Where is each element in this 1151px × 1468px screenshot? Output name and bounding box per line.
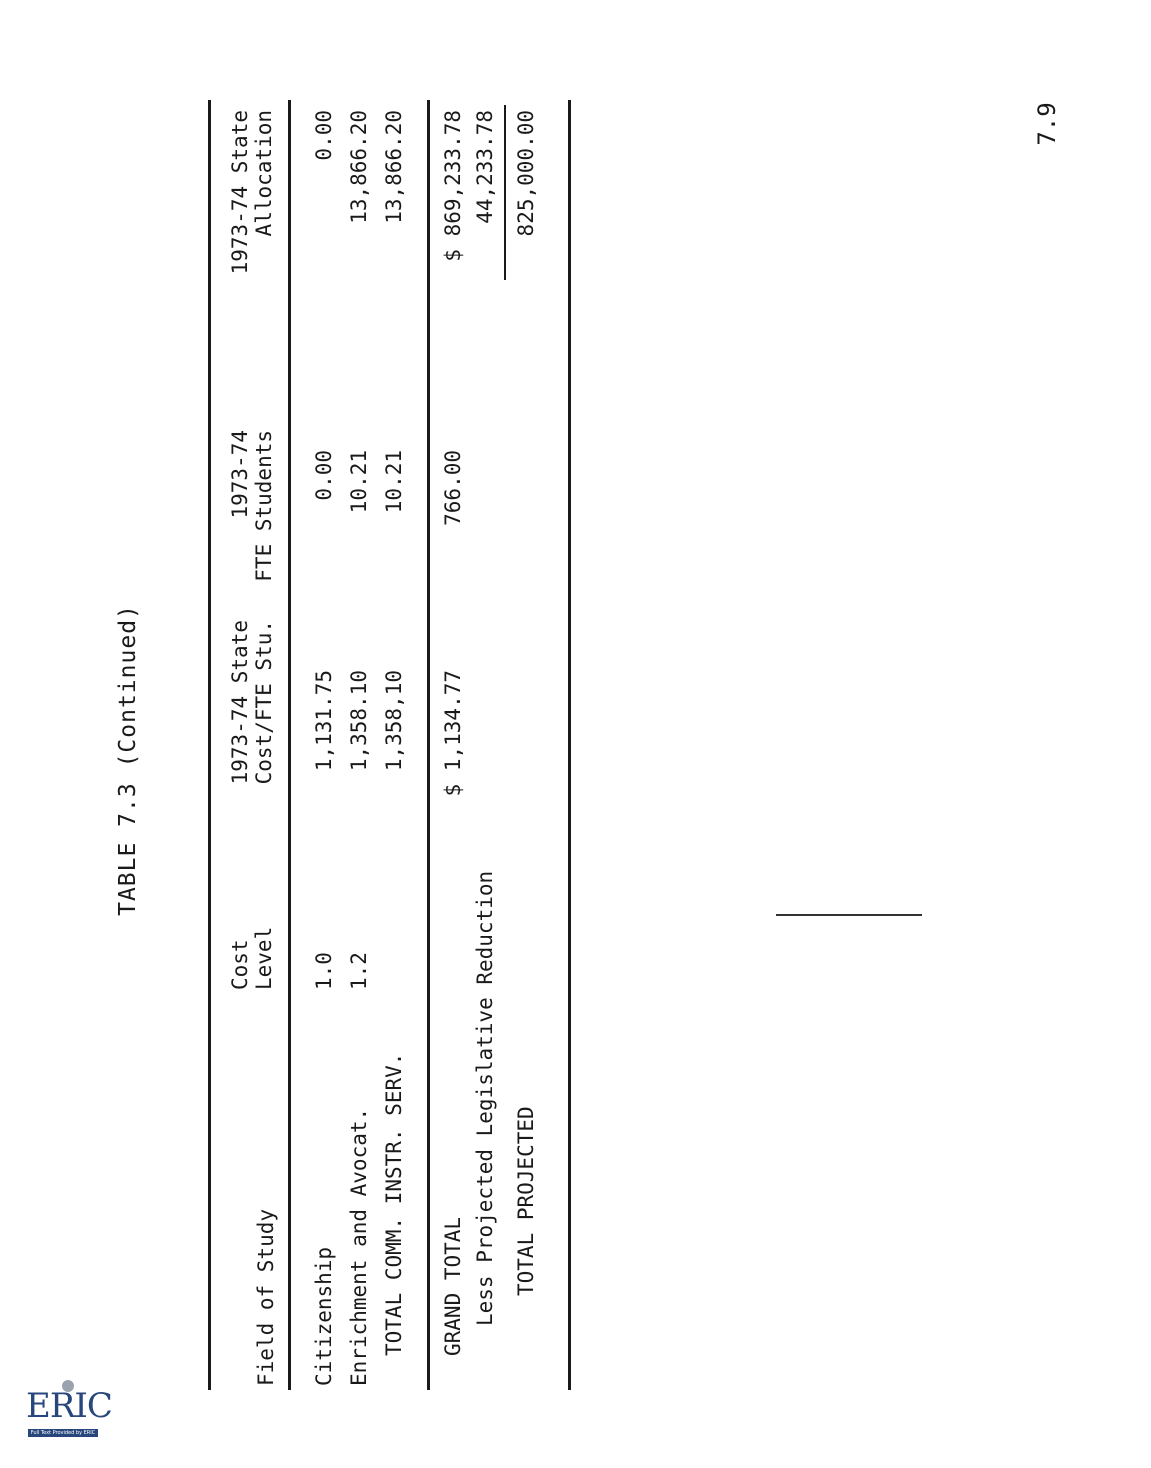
header-fte-line2: FTE Students [252,430,276,582]
data-table [208,100,578,1390]
header-cost-per-fte-line2: Cost/FTE Stu. [252,620,276,785]
row-cost-level: 1.0 [312,952,336,990]
row-cost-level: 1.2 [347,952,371,990]
row-fte: 10.21 [347,450,371,514]
grand-total-label: GRAND TOTAL [441,1216,465,1356]
eric-logo [22,1378,112,1440]
reduction-allocation: 44,233.78 [473,110,497,224]
logo-tagline: Full Text Provided by ERIC [28,1429,98,1437]
row-field: Citizenship [312,1246,336,1386]
header-allocation-line2: Allocation [252,110,276,237]
totals-rule [427,100,430,1390]
logo-text: ERIC [26,1386,112,1426]
row-cost-per-fte: 1,131.75 [312,670,336,772]
subtotal-rule [504,105,506,280]
total-projected-label: TOTAL PROJECTED [514,1106,538,1296]
header-cost-level-line1: Cost [228,939,252,990]
row-allocation: 13,866.20 [347,110,371,224]
row-fte: 10.21 [382,450,406,514]
top-rule [208,100,211,1390]
header-rule [288,100,291,1390]
grand-total-allocation: $ 869,233.78 [441,110,465,262]
reduction-label: Less Projected Legislative Reduction [473,870,497,1326]
grand-total-cost-per-fte: $ 1,134.77 [441,670,465,797]
total-projected-allocation: 825,000.00 [514,110,538,237]
row-allocation: 13,866.20 [382,110,406,224]
bottom-rule [568,100,571,1390]
row-field: TOTAL COMM. INSTR. SERV. [382,1052,406,1356]
header-cost-level-line2: Level [252,926,276,990]
page-number: 7.9 [1033,102,1061,146]
header-field-of-study: Field of Study [254,1208,278,1386]
header-cost-per-fte-line1: 1973-74 State [228,620,252,785]
scan-mark [776,914,922,916]
header-fte-line1: 1973-74 [228,430,252,519]
row-cost-per-fte: 1,358,10 [382,670,406,772]
grand-total-fte: 766.00 [441,450,465,526]
row-cost-per-fte: 1,358.10 [347,670,371,772]
row-field: Enrichment and Avocat. [347,1107,371,1386]
row-allocation: 0.00 [312,110,336,161]
row-fte: 0.00 [312,450,336,501]
header-allocation-line1: 1973-74 State [228,110,252,275]
table-title: TABLE 7.3 (Continued) [115,604,141,916]
